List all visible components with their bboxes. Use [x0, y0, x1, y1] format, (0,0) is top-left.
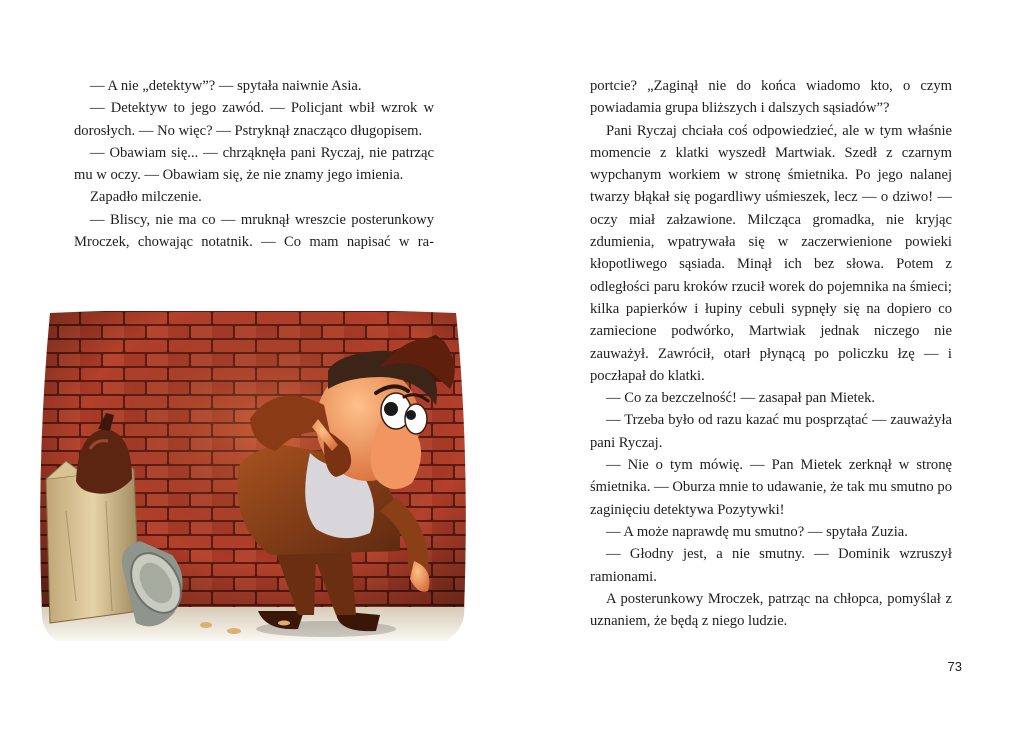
paragraph: — A nie „detektyw”? — spytała naiwnie Asia.: [90, 78, 362, 94]
illustration: [36, 311, 470, 645]
right-page-text: [590, 75, 952, 632]
paragraph: portcie? „Zaginął nie do końca wiadomo kto, o czym powiadamia grupa bliższych i dalszych sąsiadów”?: [590, 78, 952, 117]
paragraph: — Bliscy, nie ma co — mruknął wreszcie posterunkowy Mroczek, chowając notatnik. — Co mam napisać w ra-: [74, 211, 434, 251]
illustration-drawing: [36, 311, 470, 645]
paragraph: — Głodny jest, a nie smutny. — Dominik wzruszył ramionami.: [590, 546, 952, 585]
paragraph: — Detektyw to jego zawód. — Policjant wbił wzrok w dorosłych. — No więc? — Pstryknął znacząco długopisem.: [74, 100, 434, 139]
paragraph: — A może naprawdę mu smutno? — spytała Zuzia.: [606, 523, 908, 540]
paragraph: — Nie o tym mówię. — Pan Mietek zerknął w stronę śmietnika. — Oburza mnie to udawanie, że tak mu smutno po zaginięciu detektywa Pozytywki!: [590, 457, 952, 518]
paragraph: Zapadło milczenie.: [90, 189, 202, 206]
paragraph: — Trzeba było od razu kazać mu posprzątać — zauważyła pani Ryczaj.: [590, 412, 952, 451]
paragraph: — Obawiam się... — chrząknęła pani Ryczaj, nie patrząc mu w oczy. — Obawiam się, że nie znamy jego imienia.: [74, 144, 434, 184]
left-page-text: [74, 75, 434, 253]
page-number: 73: [947, 659, 962, 674]
paragraph: A posterunkowy Mroczek, patrząc na chłopca, pomyślał z uznaniem, że będą z niego ludzie.: [590, 590, 952, 630]
paragraph: Pani Ryczaj chciała coś odpowiedzieć, ale w tym właśnie momencie z klatki wyszedł Martwiak. Szedł z czarnym wypchanym workiem w stronę śmietnika. Po jego nalanej twarzy błąkał się pogardliwy uśmieszek, lecz — o dziwo! — oczy miał załzawione. Milcząca gromadka, nie kryjąc zdumienia, wpatrywała się w zaczerwienione powieki kłopotliwego sąsiada. Minął ich bez słowa. Potem z odległości paru kroków rzucił worek do pojemnika na śmieci; kilka papierków i łupiny cebuli sypnęły się na dopiero co zamiecione podwórko, Martwiak jednak niczego nie zauważył. Zawrócił, otarł płynącą po policzku łzę — i poczłapał do klatki.: [590, 122, 952, 384]
right-page: [512, 0, 1024, 731]
paragraph: — Co za bezczelność! — zasapał pan Mietek.: [606, 390, 876, 407]
